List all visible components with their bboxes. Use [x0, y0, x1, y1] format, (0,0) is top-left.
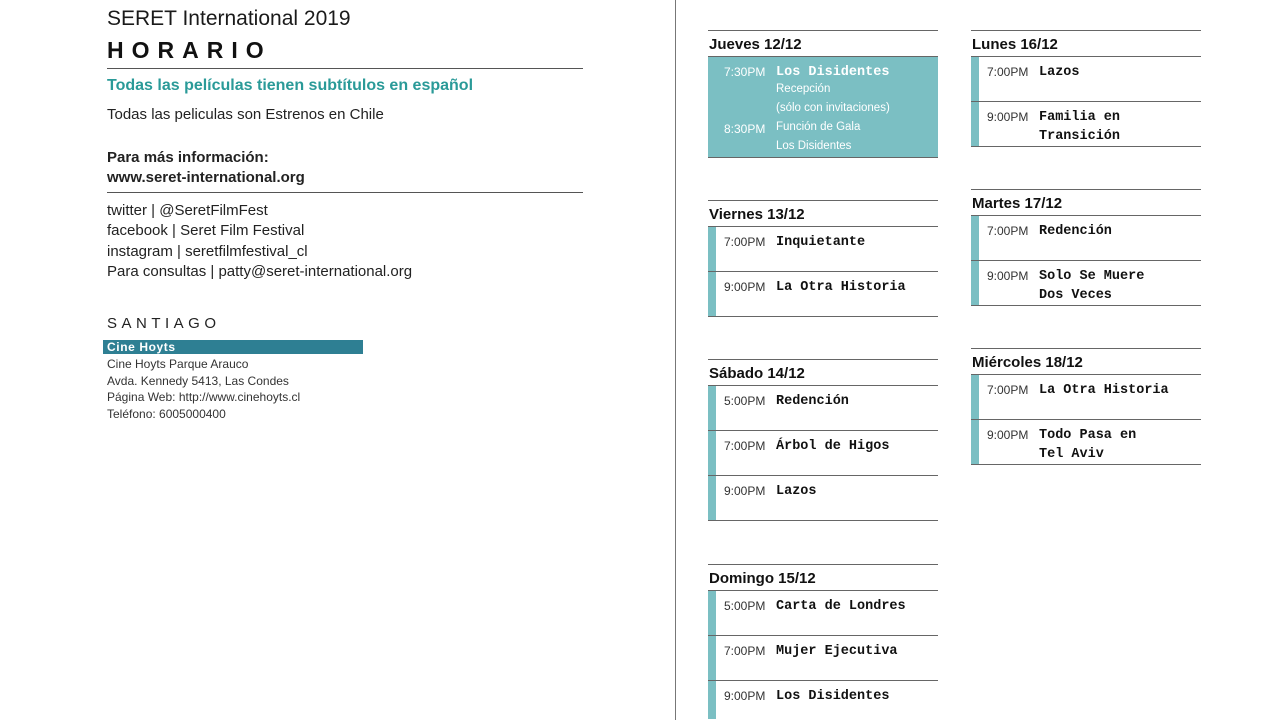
film-title: La Otra Historia — [776, 280, 906, 295]
day-sabado — [708, 359, 938, 521]
venue-line: Avda. Kennedy 5413, Las Condes — [107, 373, 289, 388]
slot-time: 5:00PM — [724, 599, 766, 613]
gala-note: Función de Gala — [776, 121, 861, 133]
film-title: Los Disidentes — [776, 65, 890, 80]
day-title: Domingo 15/12 — [708, 564, 938, 591]
screening-slot — [708, 386, 938, 431]
festival-title: SERET International 2019 — [107, 7, 351, 30]
slot-time: 7:00PM — [987, 224, 1029, 238]
city-heading: SANTIAGO — [107, 315, 221, 332]
slot-time: 7:00PM — [987, 65, 1029, 79]
slot-time: 9:00PM — [987, 110, 1029, 124]
screening-slot — [971, 420, 1201, 465]
film-title — [1039, 267, 1144, 305]
film-title: Lazos — [776, 484, 817, 499]
day-miercoles — [971, 348, 1201, 465]
screening-slot — [971, 57, 1201, 102]
screening-slot — [708, 227, 938, 272]
venue-website[interactable]: Página Web: http://www.cinehoyts.cl — [107, 390, 301, 405]
slot-time: 9:00PM — [724, 689, 766, 703]
social-instagram[interactable]: instagram | seretfilmfestival_cl — [107, 242, 308, 260]
gala-note: (sólo con invitaciones) — [776, 102, 890, 114]
screening-slot — [708, 681, 938, 719]
social-list — [107, 201, 412, 282]
day-lunes — [971, 30, 1201, 147]
gala-note: Los Disidentes — [776, 140, 852, 152]
screening-slot — [971, 375, 1201, 420]
film-title: La Otra Historia — [1039, 383, 1169, 398]
screening-slot — [708, 476, 938, 521]
film-title: Árbol de Higos — [776, 439, 890, 454]
slot-time: 7:00PM — [724, 644, 766, 658]
film-title-line: Familia en — [1039, 110, 1121, 125]
day-title: Jueves 12/12 — [708, 30, 938, 57]
day-title: Viernes 13/12 — [708, 200, 938, 227]
film-title: Mujer Ejecutiva — [776, 644, 898, 659]
slot-time: 7:30PM — [724, 65, 766, 79]
slot-time: 9:00PM — [724, 280, 766, 294]
gala-note: Recepción — [776, 83, 831, 95]
divider — [107, 192, 583, 193]
slot-time: 5:00PM — [724, 394, 766, 408]
screening-slot — [971, 216, 1201, 261]
day-jueves — [708, 30, 938, 158]
screening-slot — [708, 272, 938, 317]
slot-time: 7:00PM — [987, 383, 1029, 397]
film-title-line: Solo Se Muere — [1039, 269, 1145, 284]
slot-time: 7:00PM — [724, 439, 766, 453]
venue-name: Cine Hoyts — [107, 340, 176, 354]
screening-slot — [708, 591, 938, 636]
film-title — [1039, 426, 1136, 464]
film-title — [1039, 108, 1120, 146]
day-title: Sábado 14/12 — [708, 359, 938, 386]
film-title: Lazos — [1039, 65, 1080, 80]
day-domingo — [708, 564, 938, 719]
info-heading: Para más información: — [107, 149, 269, 166]
page-title: HORARIO — [107, 37, 272, 63]
slot-time: 7:00PM — [724, 235, 766, 249]
day-title: Lunes 16/12 — [971, 30, 1201, 57]
screening-slot — [971, 102, 1201, 147]
screening-slot — [971, 261, 1201, 306]
slot-time: 9:00PM — [987, 269, 1029, 283]
film-title-line: Dos Veces — [1039, 288, 1112, 303]
film-title-line: Tel Aviv — [1039, 447, 1104, 462]
slot-time: 8:30PM — [724, 122, 766, 136]
contact-email[interactable]: Para consultas | patty@seret-international.org — [107, 262, 413, 280]
slot-time: 9:00PM — [724, 484, 766, 498]
gala-block — [708, 57, 938, 158]
venue-line: Cine Hoyts Parque Arauco — [107, 357, 249, 371]
screening-slot — [708, 636, 938, 681]
social-twitter[interactable]: twitter | @SeretFilmFest — [107, 202, 268, 219]
film-title: Inquietante — [776, 235, 866, 250]
film-title: Redención — [1039, 224, 1112, 239]
subtitles-note: Todas las películas tienen subtítulos en español — [107, 77, 474, 94]
divider — [107, 68, 583, 69]
slot-time: 9:00PM — [987, 428, 1029, 442]
film-title: Los Disidentes — [776, 689, 890, 704]
social-facebook[interactable]: facebook | Seret Film Festival — [107, 222, 305, 240]
film-title: Redención — [776, 394, 849, 409]
venue-details — [107, 356, 300, 422]
day-title: Martes 17/12 — [971, 189, 1201, 216]
day-martes — [971, 189, 1201, 306]
venue-phone: Teléfono: 6005000400 — [107, 406, 226, 421]
day-title: Miércoles 18/12 — [971, 348, 1201, 375]
premieres-note: Todas las peliculas son Estrenos en Chile — [107, 106, 384, 123]
column-separator — [675, 0, 676, 720]
film-title-line: Transición — [1039, 129, 1121, 144]
day-viernes — [708, 200, 938, 317]
website-link[interactable]: www.seret-international.org — [107, 169, 305, 186]
screening-slot — [708, 431, 938, 476]
film-title-line: Todo Pasa en — [1039, 428, 1137, 443]
film-title: Carta de Londres — [776, 599, 906, 614]
